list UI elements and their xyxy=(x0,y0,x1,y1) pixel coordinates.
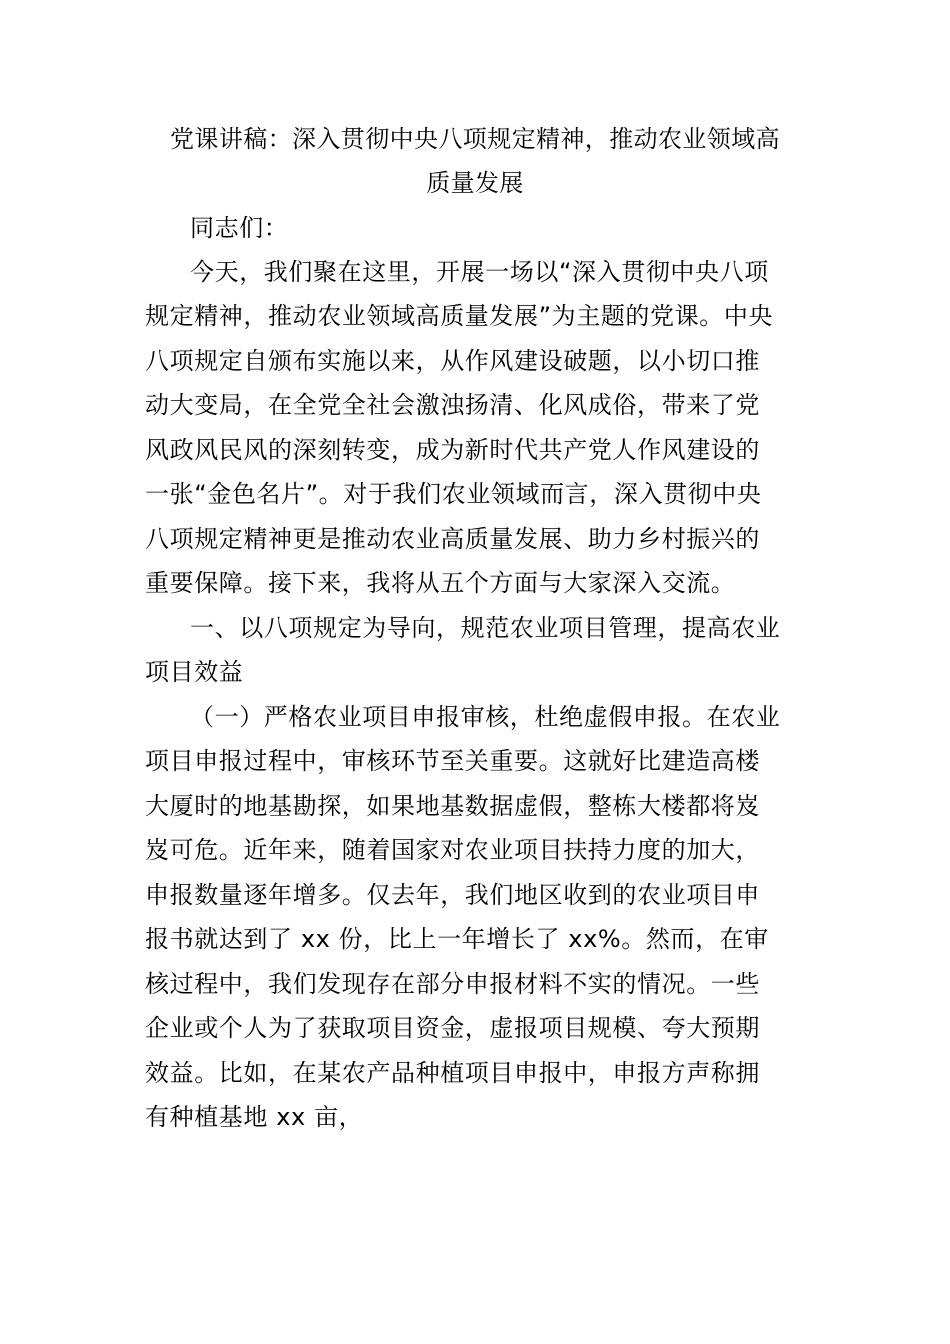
salutation: 同志们： xyxy=(190,214,289,242)
subsection-paragraph-line: 大厦时的地基勘探，如果地基数据虚假，整栋大楼都将岌 xyxy=(145,792,760,820)
subsection-paragraph-line: 效益。比如，在某农产品种植项目申报中，申报方声称拥 xyxy=(145,1059,760,1087)
subsection-paragraph-line: 核过程中，我们发现存在部分申报材料不实的情况。一些 xyxy=(145,970,760,998)
paragraph-intro-line: 动大变局，在全党全社会激浊扬清、化风成俗，带来了党 xyxy=(145,391,760,419)
paragraph-intro-line: 规定精神，推动农业领域高质量发展”为主题的党课。中央 xyxy=(145,302,774,330)
subsection-paragraph-line: 企业或个人为了获取项目资金，虚报项目规模、夸大预期 xyxy=(145,1014,760,1042)
document-title-line-1: 党课讲稿：深入贯彻中央八项规定精神，推动农业领域高 xyxy=(170,125,780,153)
paragraph-intro-line: 今天，我们聚在这里，开展一场以“深入贯彻中央八项 xyxy=(190,258,769,286)
paragraph-intro-line: 风政风民风的深刻转变，成为新时代共产党人作风建设的 xyxy=(145,436,760,464)
subsection-paragraph-line: 报书就达到了 xx 份，比上一年增长了 xx%。然而，在审 xyxy=(145,925,769,953)
subsection-paragraph-line: 申报数量逐年增多。仅去年，我们地区收到的农业项目申 xyxy=(145,881,760,909)
subsection-paragraph-line: （一）严格农业项目申报审核，杜绝虚假申报。在农业 xyxy=(190,703,781,731)
paragraph-intro-line: 八项规定精神更是推动农业高质量发展、助力乡村振兴的 xyxy=(145,525,760,553)
subsection-paragraph-line: 岌可危。近年来，随着国家对农业项目扶持力度的加大， xyxy=(145,836,760,864)
section-heading-line: 一、以八项规定为导向，规范农业项目管理，提高农业 xyxy=(190,614,781,642)
subsection-paragraph-line: 项目申报过程中，审核环节至关重要。这就好比建造高楼 xyxy=(145,747,760,775)
paragraph-intro-line: 一张“金色名片”。对于我们农业领域而言，深入贯彻中央 xyxy=(145,480,762,508)
paragraph-intro-line: 重要保障。接下来，我将从五个方面与大家深入交流。 xyxy=(145,569,736,597)
section-heading-line: 项目效益 xyxy=(145,658,244,686)
subsection-paragraph-line: 有种植基地 xx 亩， xyxy=(145,1103,364,1131)
paragraph-intro-line: 八项规定自颁布实施以来，从作风建设破题，以小切口推 xyxy=(145,347,760,375)
document-title-line-2: 质量发展 xyxy=(426,169,524,197)
